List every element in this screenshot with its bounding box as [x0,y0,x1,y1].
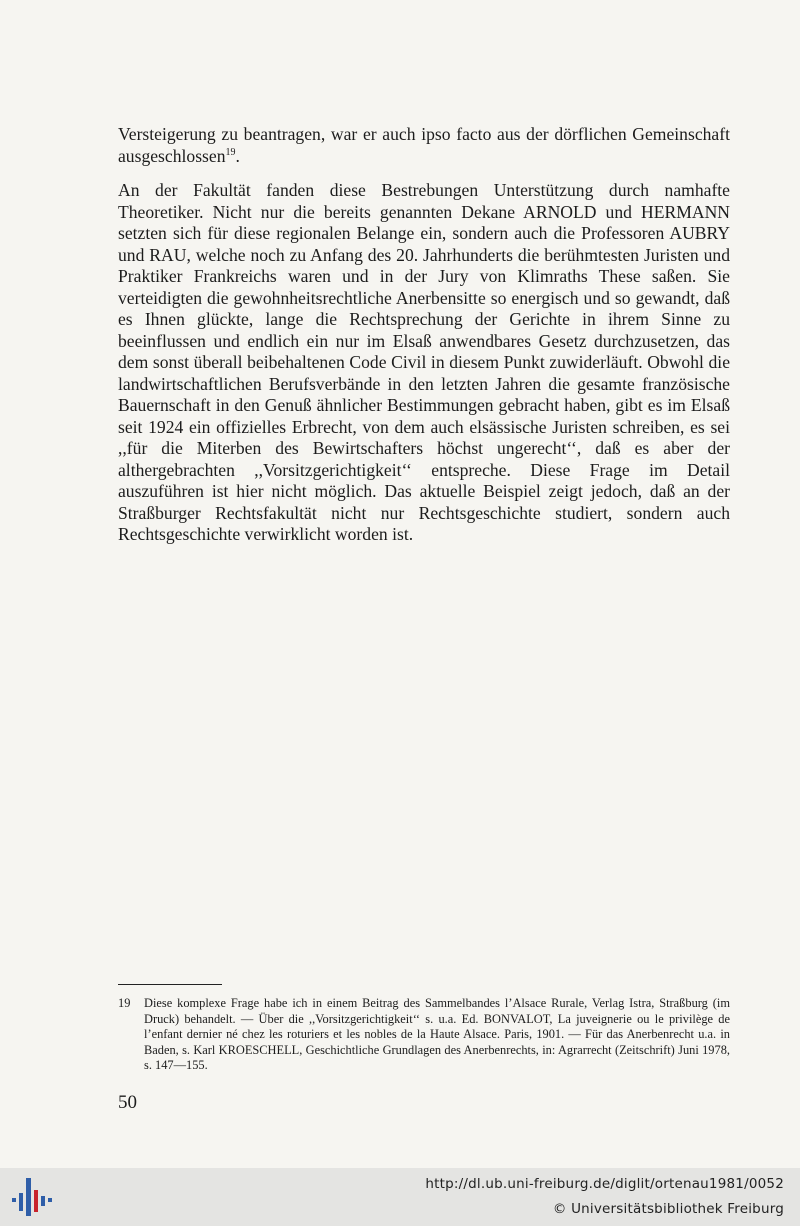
footer-copyright: © Universitätsbibliothek Freiburg [552,1201,784,1217]
footnote-divider [118,984,222,985]
paragraph-1-end: . [235,145,240,166]
footer-url-link[interactable]: http://dl.ub.uni-freiburg.de/diglit/ortenau1981/0052 [425,1176,784,1192]
ub-freiburg-logo-icon [10,1176,54,1218]
footnote-number: 19 [118,996,131,1010]
paragraph-2: An der Fakultät fanden diese Bestrebungen Unterstützung durch namhafte Theoretiker. Nicht nur die bereits genannten Dekane ARNOLD und HERMANN setzten sich für diese regionalen Belange ein, sondern auch die Professoren AUBRY und RAU, welche noch zu Anfang des 20. Jahrhunderts die berühmtesten Juristen und Praktiker Frankreichs waren und in der Jury von Klimraths These saßen. Sie verteidigten die gewohnheitsrechtliche Anerbensitte so energisch und so gewandt, daß es Ihnen glückte, lange die Rechtsprechung der Gerichte in ihrem Sinne zu beeinflussen und endlich ein nur im Elsaß anwendbares Gesetz durchzusetzen, das dem sonst überall beibehaltenen Code Civil in diesem Punkt zuwiderläuft. Obwohl die landwirtschaftlichen Berufsverbände in den letzten Jahren die gesamte französische Bauernschaft in den Genuß ähnlicher Bestimmungen gebracht haben, gibt es im Elsaß seit 1924 ein offizielles Erbrecht, von dem auch elsässische Juristen schreiben, es sei ,,für die Miterben des Bewirtschafters höchst ungerecht‘‘, daß es aber der althergebrachten ,,Vorsitzgerichtigkeit‘‘ entspreche. Diese Frage im Detail auszuführen ist hier nicht möglich. Das aktuelle Beispiel zeigt jedoch, daß an der Straßburger Rechtsfakultät nicht nur Rechtsgeschichte studiert, sondern auch Rechtsgeschichte verwirklicht worden ist. [118,180,730,544]
footnote-ref-19[interactable]: 19 [225,146,236,158]
paragraph-1 [118,124,730,167]
footnote-text: Diese komplexe Frage habe ich in einem Beitrag des Sammelbandes l’Alsace Rurale, Verlag Istra, Straßburg (im Druck) behandelt. — Über die ,,Vorsitzgerichtigkeit‘‘ s. u.a. Ed. BONVALOT, La juveignerie ou le privilège de l’enfant dernier né chez les roturiers et les nobles de la Haute Alsace. Paris, 1901. — Für das Anerbenrecht u.a. in Baden, s. Karl KROESCHELL, Geschichtliche Grundlagen des Anerbenrechts, in: Agrarrecht (Zeitschrift) Juni 1978, s. 147—155. [144,996,730,1073]
paragraph-1-text: Versteigerung zu beantragen, war er auch ipso facto aus der dörflichen Gemeinschaft ausgeschlossen [118,124,730,166]
page-number: 50 [118,1092,137,1113]
footer-bar [0,1168,800,1226]
footnote-19 [118,996,730,1074]
